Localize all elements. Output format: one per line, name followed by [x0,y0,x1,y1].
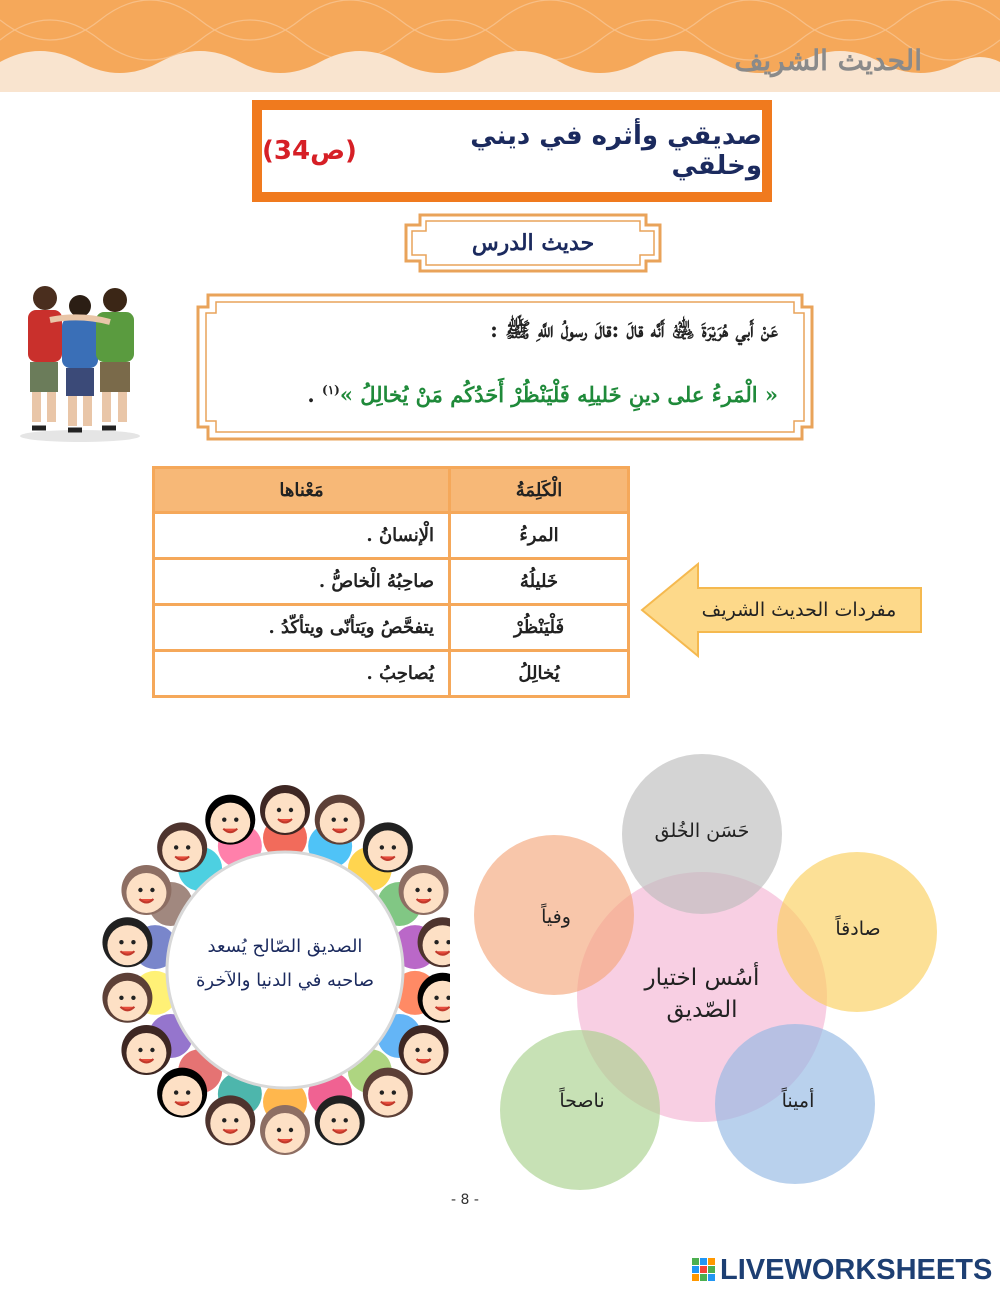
vocab-word: فَلْيَنْظُرْ [450,605,629,651]
table-row [154,651,629,697]
arrow-label: مفردات الحديث الشريف [701,599,897,621]
table-row [154,559,629,605]
liveworksheets-icon [692,1258,716,1282]
brand-name: LIVEWORKSHEETS [720,1253,993,1286]
quality-truthful: صادقاً [835,918,881,940]
section-label-text: حديث الدرس [471,230,595,256]
hadith-text: « الْمَرءُ على دينِ خَليلِه فَلْيَنْظُرْ أَحَدُكُم مَنْ يُخالِلُ » [339,382,778,407]
lesson-title: صديقي وأثره في ديني وخلقي [470,121,762,181]
liveworksheets-logo[interactable] [692,1254,992,1286]
hadith-text-line [218,382,778,407]
lesson-section-label [398,209,668,277]
ornamental-frame [192,287,818,447]
vocab-meaning: صاحِبُهُ الْخاصُّ . [154,559,450,605]
hadith-end: . [307,382,315,407]
table-row [154,605,629,651]
header-meaning: مَعْناها [154,468,450,513]
table-row [154,513,629,559]
vocab-meaning: يتفحَّصُ ويَتأنّى ويتأكّدُ . [154,605,450,651]
quality-loyal: وفياً [541,906,571,928]
header-banner [0,0,1000,92]
header-word: الْكَلِمَةُ [450,468,629,513]
friends-photo [10,278,150,443]
table-header-row [154,468,629,513]
vocab-meaning: يُصاحِبُ . [154,651,450,697]
friend-qualities-diagram [470,752,940,1192]
venn-center-line-2: الصّديق [666,997,738,1023]
lesson-title-box [252,100,772,202]
banner-title: الحديث الشريف [734,44,922,77]
vocab-meaning: الْإنسانُ . [154,513,450,559]
vocabulary-table [152,466,630,698]
quality-advisor: ناصحاً [559,1090,605,1112]
page-number: - 8 - [451,1192,479,1208]
kids-circle-line-1: الصديق الصّالح يُسعد [207,936,363,957]
hadith-footnote: (١) [322,383,340,397]
venn-center-line-1: أسُس اختيار [644,965,760,991]
vocab-word: يُخالِلُ [450,651,629,697]
hadith-narration: عَنْ أَبي هُرَيْرَةَ ﵁ أَنَّه قالَ :قالَ رسولُ اللَّهِ ﷺ : [490,317,778,342]
quality-good-character: حَسَن الخُلق [654,820,750,842]
venn-center-label [612,962,792,1026]
vocab-word: خَليلُهُ [450,559,629,605]
vocab-word: المرءُ [450,513,629,559]
kids-circle-message [165,930,405,998]
quality-trustworthy: أميناً [781,1090,815,1112]
kids-circle-line-2: صاحبه في الدنيا والآخرة [195,970,375,991]
page-reference: (ص34) [262,136,357,166]
kids-circle-illustration [40,765,450,1165]
vocab-arrow-callout [640,560,925,660]
hadith-box [192,287,818,447]
